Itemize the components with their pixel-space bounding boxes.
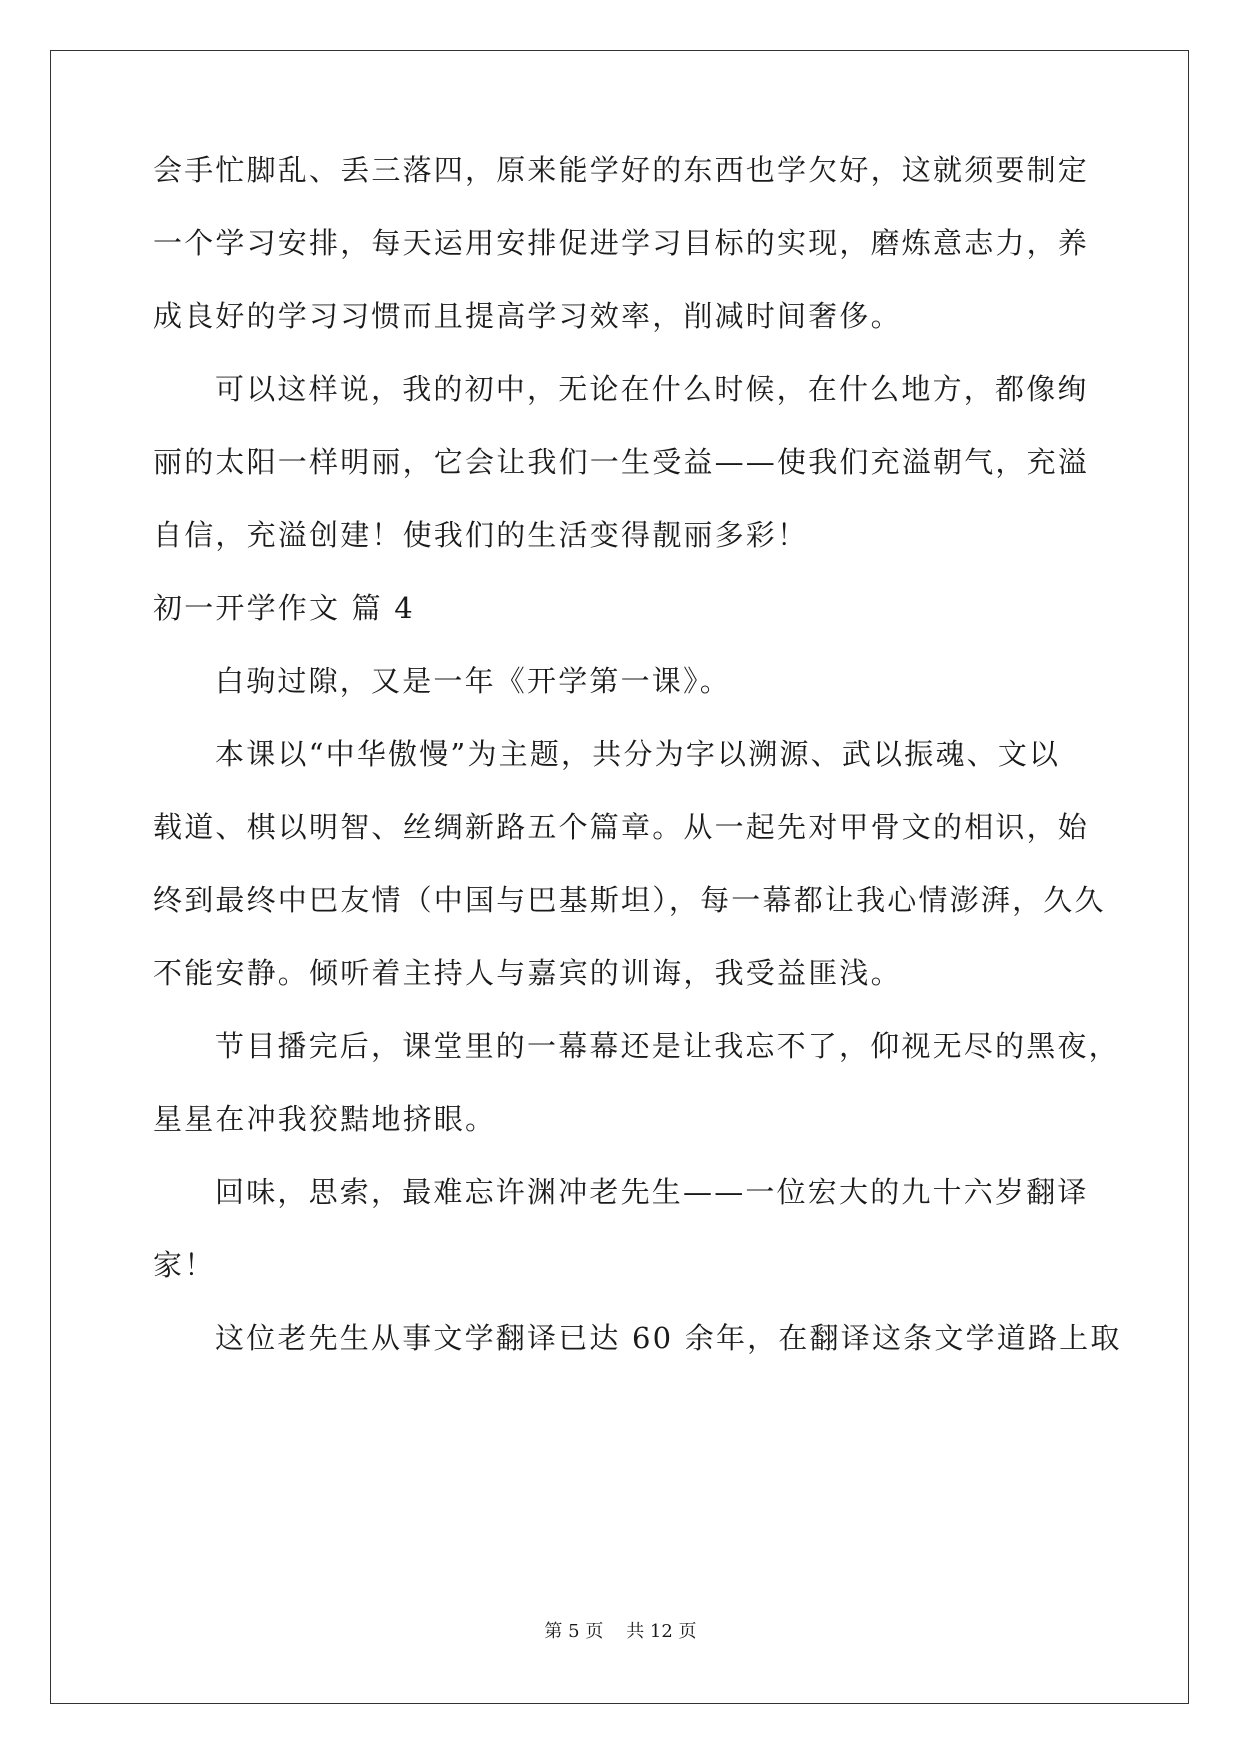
section-heading: 初一开学作文 篇 4: [153, 591, 415, 625]
line-4: 可以这样说，我的初中，无论在什么时候，在什么地方，都像绚: [215, 372, 1089, 406]
line-1: 会手忙脚乱、丢三落四，原来能学好的东西也学欠好，这就须要制定: [153, 153, 1090, 187]
line-15: 回味，思索，最难忘许渊冲老先生——一位宏大的九十六岁翻译: [215, 1175, 1089, 1209]
line-3: 成良好的学习习惯而且提高学习效率，削减时间奢侈。: [153, 299, 902, 333]
line-12: 不能安静。倾听着主持人与嘉宾的训诲，我受益匪浅。: [153, 956, 902, 990]
line-16: 家！: [153, 1248, 216, 1282]
line-10: 载道、棋以明智、丝绸新路五个篇章。从一起先对甲骨文的相识，始: [153, 810, 1090, 844]
line-5: 丽的太阳一样明丽，它会让我们一生受益——使我们充溢朝气，充溢: [153, 445, 1090, 479]
line-6: 自信，充溢创建！使我们的生活变得靓丽多彩！: [153, 518, 809, 552]
line-17: 这位老先生从事文学翻译已达 60 余年，在翻译这条文学道路上取: [215, 1321, 1122, 1355]
line-14: 星星在冲我狡黠地挤眼。: [153, 1102, 497, 1136]
line-11: 终到最终中巴友情（中国与巴基斯坦），每一幕都让我心情澎湃，久久: [153, 883, 1106, 917]
line-13: 节目播完后，课堂里的一幕幕还是让我忘不了，仰视无尽的黑夜，: [215, 1029, 1120, 1063]
line-2: 一个学习安排，每天运用安排促进学习目标的实现，磨炼意志力，养: [153, 226, 1090, 260]
line-8: 白驹过隙，又是一年《开学第一课》。: [215, 664, 731, 698]
page-footer: 第 5 页 共 12 页: [544, 1621, 697, 1642]
line-9: 本课以“中华傲慢”为主题，共分为字以溯源、武以振魂、文以: [215, 737, 1061, 771]
